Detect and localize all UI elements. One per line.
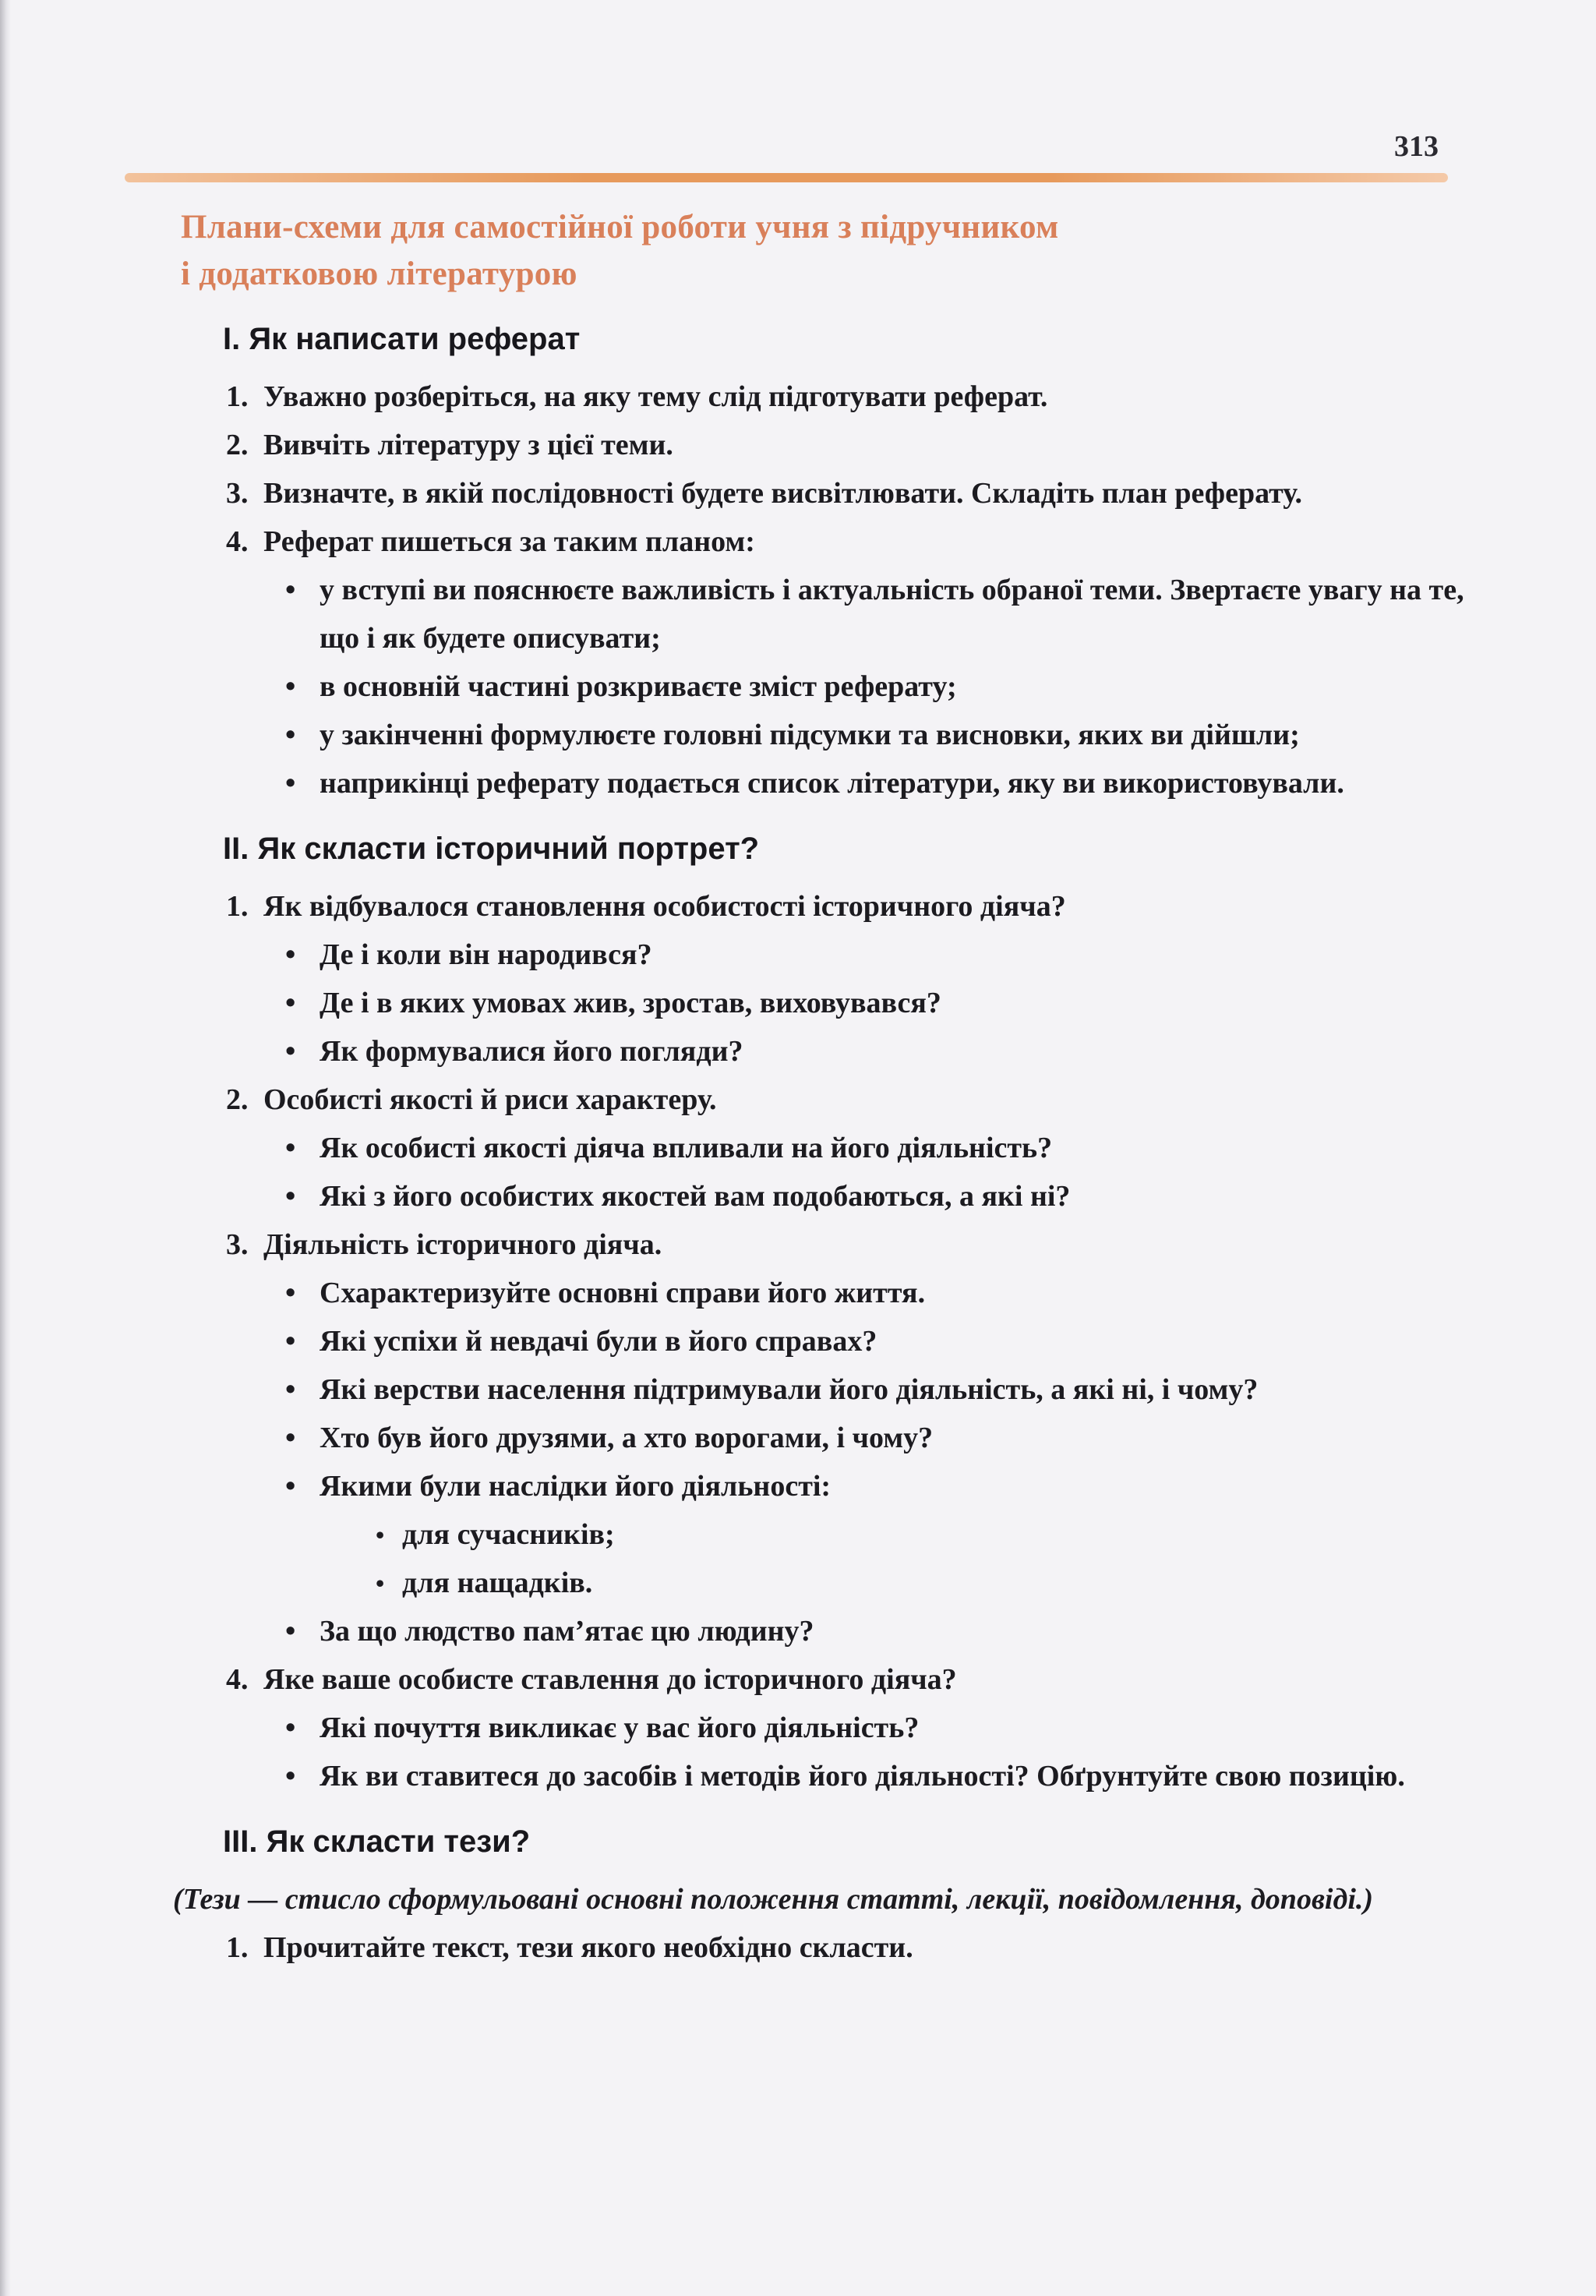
item-number: 1. (226, 890, 249, 923)
section-heading-portrait: II. Як скласти історичний портрет? (223, 832, 760, 866)
list-item (226, 469, 1479, 517)
item-text: Особисті якості й риси характеру. (263, 1083, 717, 1116)
theses-definition-note: (Тези — стисло сформульовані основні положення статті, лекції, повідомлення, доповіді.) (173, 1883, 1374, 1916)
section-theses-list (0, 1923, 1596, 1972)
item-number: 2. (226, 429, 249, 461)
bullet-item: • Як формувалися його погляди? (320, 1027, 1479, 1076)
item-text: Реферат пишеться за таким планом: (263, 525, 755, 558)
page-number: 313 (1394, 130, 1439, 163)
section-portrait-list (0, 882, 1596, 1800)
item-number: 4. (226, 525, 249, 558)
bullet-item: • у вступі ви пояснюєте важливість і актуальність обраної теми. Звертаєте увагу на те, що і як будете описувати; (320, 566, 1479, 662)
bullet-item: • наприкінці реферату подається список літератури, яку ви використовували. (320, 759, 1479, 807)
bullet-item: • в основній частині розкриваєте зміст реферату; (320, 662, 1479, 711)
item-text: Як відбувалося становлення особистості історичного діяча? (263, 890, 1066, 923)
chapter-title-line-2: і додатковою літературою (181, 256, 577, 292)
list-item (226, 517, 1479, 566)
section-essay-list (0, 373, 1596, 807)
page-content (0, 204, 1596, 1972)
bullet-item: • Як ви ставитеся до засобів і методів його діяльності? Обґрунтуйте свою позицію. (320, 1752, 1479, 1800)
item-text: Діяльність історичного діяча. (263, 1228, 662, 1261)
item-text: Яке ваше особисте ставлення до історичного діяча? (263, 1663, 957, 1696)
bullet-item: • Як особисті якості діяча впливали на його діяльність? (320, 1124, 1479, 1172)
sub-bullet-item: • для сучасників; (402, 1510, 1479, 1559)
bullet-item: • Які успіхи й невдачі були в його справах? (320, 1317, 1479, 1365)
chapter-title-line-1: Плани-схеми для самостійної роботи учня з підручником (181, 209, 1059, 245)
item-text: Вивчіть літературу з цієї теми. (263, 429, 673, 461)
bullet-item: • Які почуття викликає у вас його діяльність? (320, 1704, 1479, 1752)
list-item (226, 421, 1479, 469)
bullet-item: • Які з його особистих якостей вам подобаються, а які ні? (320, 1172, 1479, 1220)
list-item (226, 1220, 1479, 1269)
item-text: Визначте, в якій послідовності будете висвітлювати. Складіть план реферату. (263, 477, 1302, 510)
bullet-item: • Схарактеризуйте основні справи його життя. (320, 1269, 1479, 1317)
bullet-item: • Хто був його друзями, а хто ворогами, і чому? (320, 1414, 1479, 1462)
bullet-item: • Де і в яких умовах жив, зростав, виховувався? (320, 979, 1479, 1027)
item-number: 3. (226, 477, 249, 510)
list-item (226, 1655, 1479, 1704)
item-text: Уважно розберіться, на яку тему слід підготувати реферат. (263, 380, 1048, 413)
item-number: 3. (226, 1228, 249, 1261)
item-number: 4. (226, 1663, 249, 1696)
item-number: 1. (226, 380, 249, 413)
section-heading-essay: I. Як написати реферат (223, 322, 581, 356)
bullet-item: • Де і коли він народився? (320, 931, 1479, 979)
item-number: 2. (226, 1083, 249, 1116)
section-heading-theses: III. Як скласти тези? (223, 1824, 531, 1859)
list-item (226, 882, 1479, 931)
bullet-item: • За що людство пам’ятає цю людину? (320, 1607, 1479, 1655)
bullet-item: • Які верстви населення підтримували його діяльність, а які ні, і чому? (320, 1365, 1479, 1414)
bullet-item: • у закінченні формулюєте головні підсумки та висновки, яких ви дійшли; (320, 711, 1479, 759)
list-item (226, 373, 1479, 421)
bullet-item: • Якими були наслідки його діяльності: (320, 1462, 1479, 1510)
chapter-title (181, 204, 1479, 298)
list-item (226, 1923, 1479, 1972)
list-item (226, 1076, 1479, 1124)
header-rule (125, 173, 1448, 182)
sub-bullet-item: • для нащадків. (402, 1559, 1479, 1607)
item-text: Прочитайте текст, тези якого необхідно скласти. (263, 1931, 913, 1964)
item-number: 1. (226, 1931, 249, 1964)
